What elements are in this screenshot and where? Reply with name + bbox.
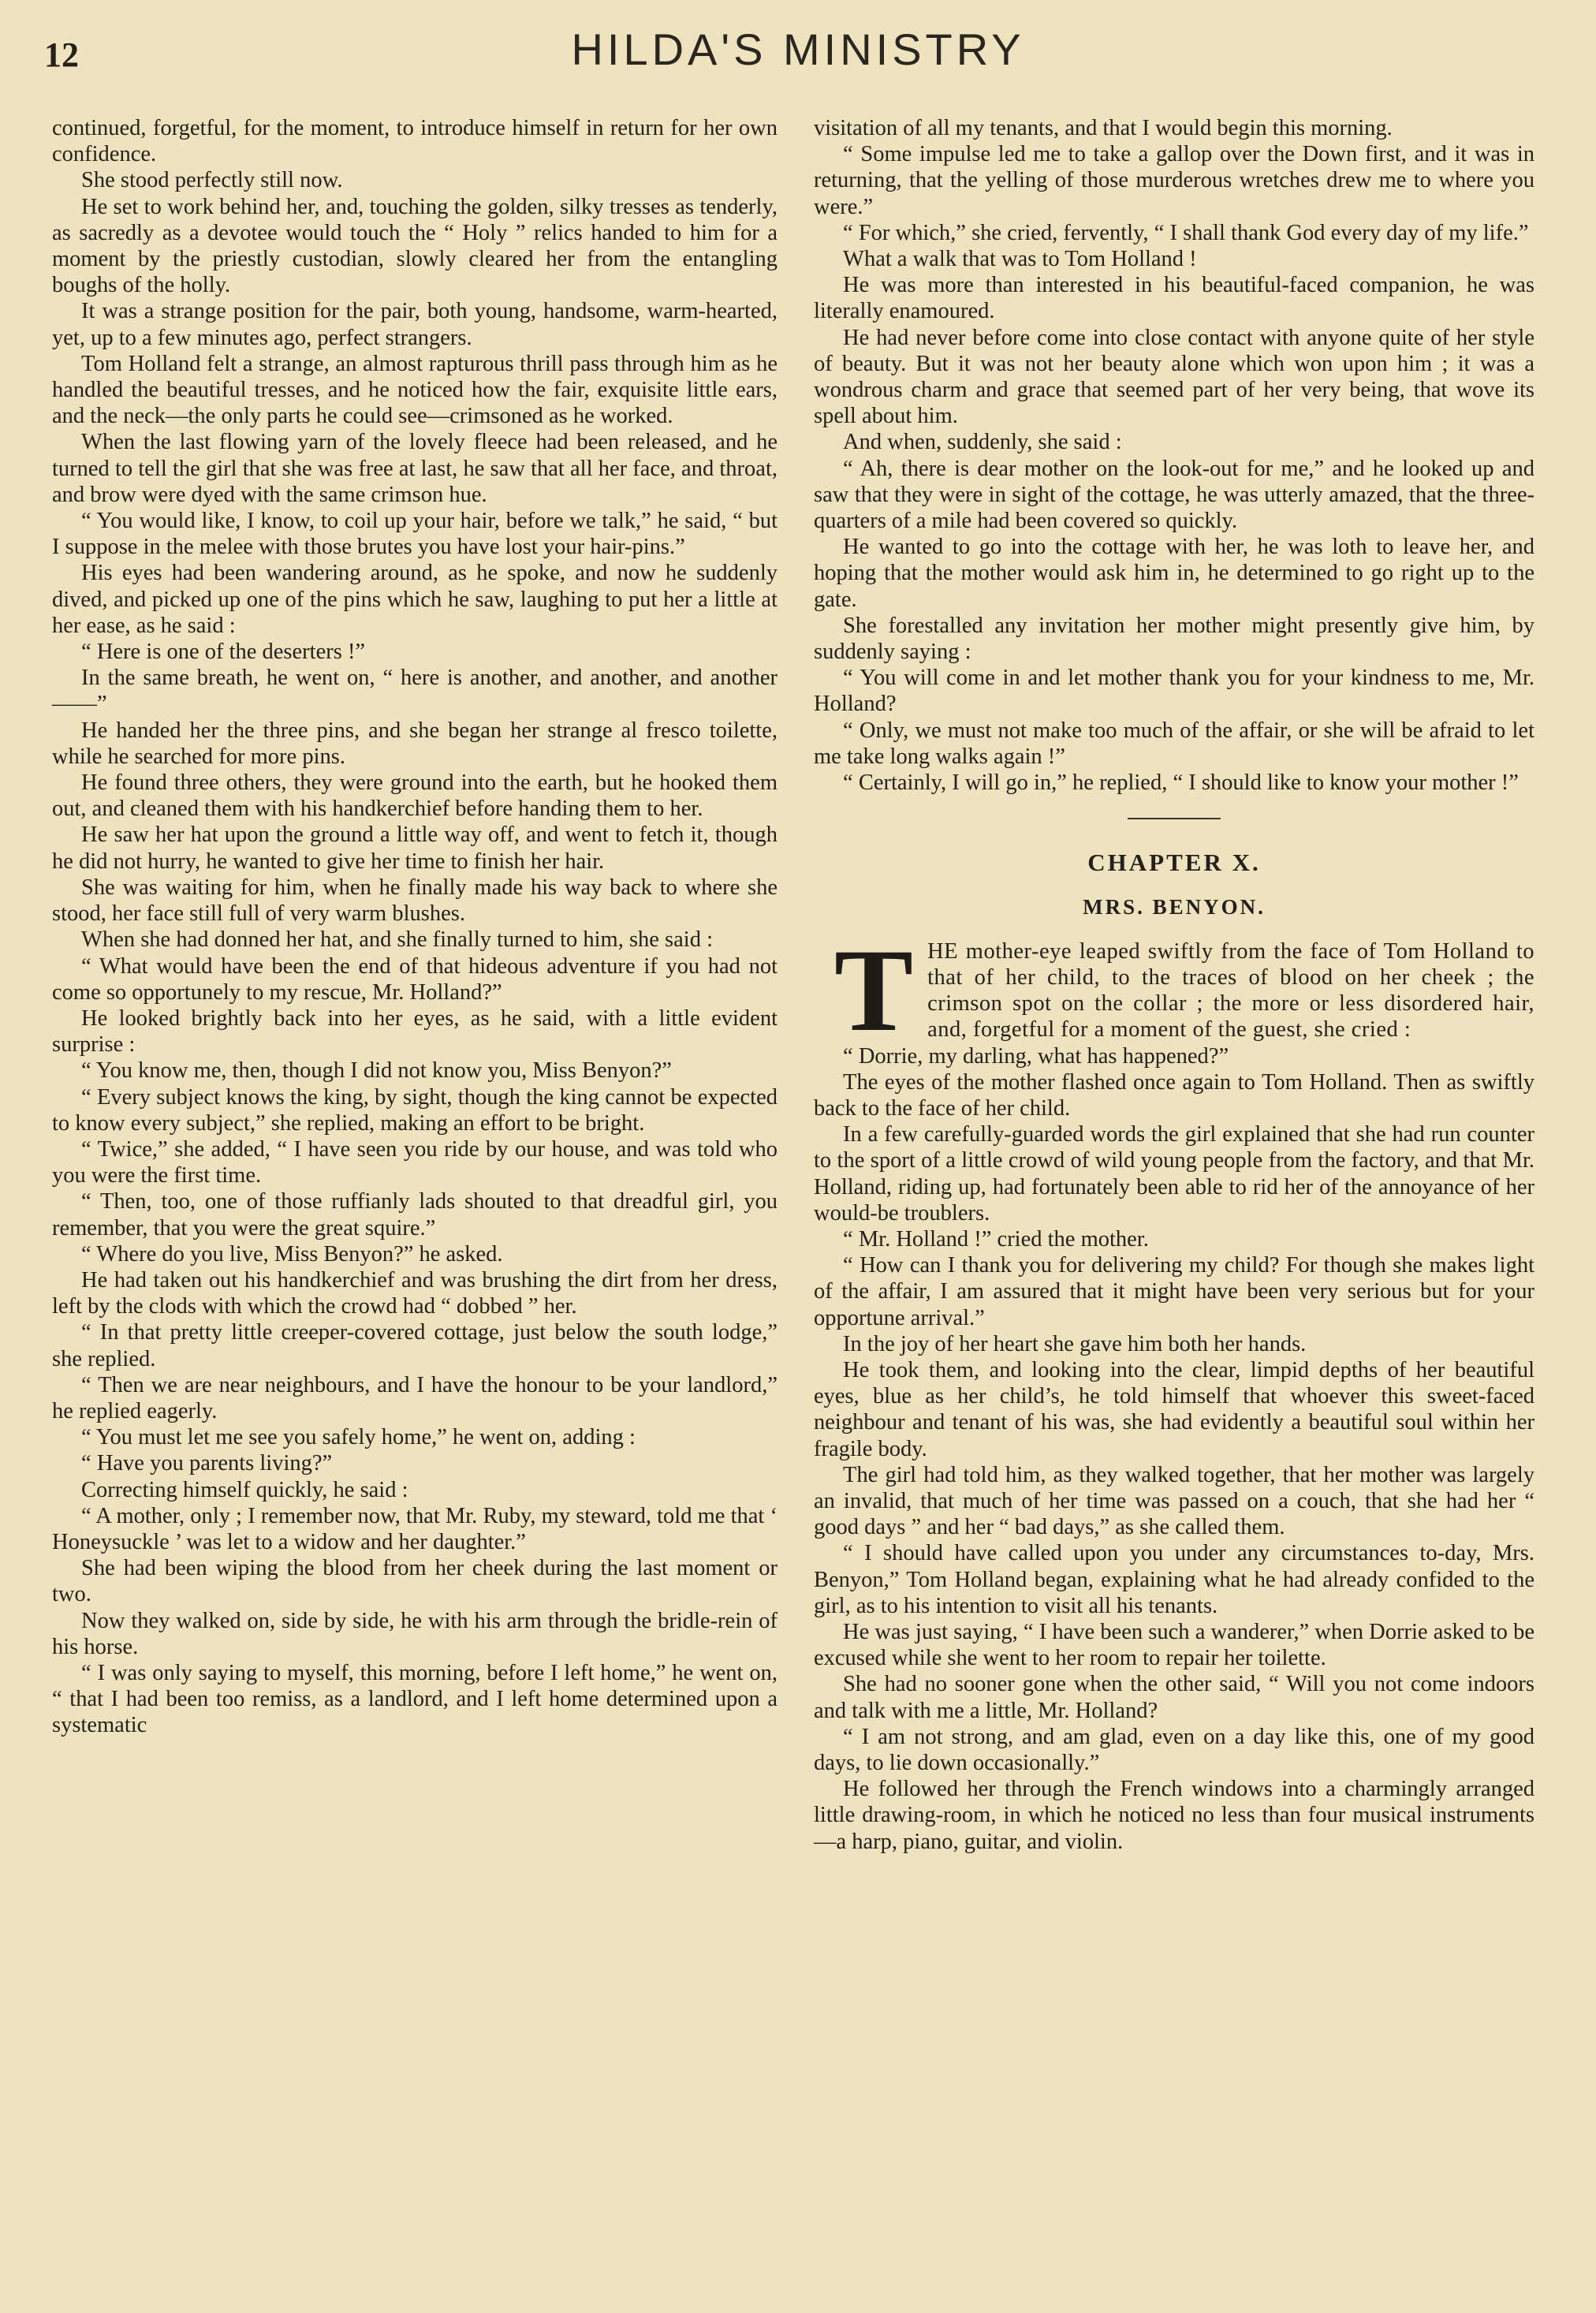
paragraph: In the same breath, he went on, “ here is another, and another, and another——” — [52, 666, 777, 717]
paragraph: He found three others, they were ground into the earth, but he hooked them out, and cleaned them with his handkerchief before handing them to her. — [52, 770, 777, 822]
paragraph: He saw her hat upon the ground a little way off, and went to fetch it, though he did not hurry, he wanted to give her time to finish her hair. — [52, 823, 777, 874]
paragraph: Correcting himself quickly, he said : — [81, 1477, 408, 1502]
paragraph: “ How can I thank you for delivering my child? For though she makes light of the affair, I am assured that it might have been very serious but for your opportune arrival.” — [814, 1253, 1534, 1330]
paragraph: “ You know me, then, though I did not know you, Miss Benyon?” — [81, 1058, 672, 1084]
paragraph: His eyes had been wandering around, as he spoke, and now he suddenly dived, and picked up one of the pins which he saw, laughing to put her a little at her ease, as he said : — [52, 561, 777, 638]
paragraph: “ Mr. Holland !” cried the mother. — [843, 1226, 1149, 1252]
chapter-title: MRS. BENYON. — [1083, 895, 1266, 920]
paragraph: What a walk that was to Tom Holland ! — [843, 247, 1197, 272]
paragraph: “ Then we are near neighbours, and I have the honour to be your landlord,” he replied eagerly. — [52, 1372, 777, 1423]
paragraph: Now they walked on, side by side, he with his arm through the bridle-rein of his horse. — [52, 1608, 777, 1659]
paragraph: He took them, and looking into the clear, limpid depths of her beautiful eyes, blue as her child’s, he told himself that whoever this sweet-faced neighbour and tenant of his was, she had evidently a beautiful soul within her fragile body. — [814, 1357, 1534, 1461]
paragraph: She had no sooner gone when the other said, “ Will you not come indoors and talk with me a little, Mr. Holland? — [814, 1672, 1534, 1723]
paragraph: “ A mother, only ; I remember now, that Mr. Ruby, my steward, told me that ‘ Honeysuckle ’ was let to a widow and her daughter.” — [52, 1503, 777, 1554]
paragraph: He was just saying, “ I have been such a wanderer,” when Dorrie asked to be excused while she went to her room to repair her toilette. — [814, 1619, 1534, 1671]
paragraph: He looked brightly back into her eyes, as he said, with a little evident surprise : — [52, 1005, 777, 1058]
paragraph: “ In that pretty little creeper-covered cottage, just below the south lodge,” she replied. — [52, 1320, 777, 1371]
paragraph: He set to work behind her, and, touching the golden, silky tresses as tenderly, as sacredly as a devotee would touch the “ Holy ” relics handed to him for a moment by the priestly custodian, slowly cleared her from the entangling boughs of the holly. — [52, 194, 777, 298]
paragraph: “ Only, we must not make too much of the affair, or she will be afraid to let me take long walks again !” — [814, 718, 1534, 769]
paragraph: “ Certainly, I will go in,” he replied, “ I should like to know your mother !” — [843, 770, 1519, 796]
page-number: 12 — [44, 35, 79, 74]
opening-text: HE mother-eye leaped swiftly from the face of Tom Holland to that of her child, to the traces of blood on her cheek ; the crimson spot on the collar ; the more or less disordered hair, and, forgetful for a moment of the guest, she cried : — [927, 938, 1534, 1043]
paragraph: And when, suddenly, she said : — [843, 430, 1122, 455]
paragraph: It was a strange position for the pair, both young, handsome, warm-hearted, yet, up to a few minutes ago, perfect strangers. — [52, 299, 777, 350]
paragraph: She stood perfectly still now. — [81, 168, 343, 193]
paragraph: The girl had told him, as they walked together, that her mother was largely an invalid, that much of her time was passed on a couch, that she had her “ good days ” and her “ bad days,” as she called them. — [814, 1462, 1534, 1540]
paragraph: When she had donned her hat, and she finally turned to him, she said : — [81, 927, 714, 953]
paragraph: “ Some impulse led me to take a gallop over the Down first, and it was in returning, that the yelling of those murderous wretches drew me to where you were.” — [814, 142, 1534, 219]
paragraph: “ Here is one of the deserters !” — [81, 640, 366, 665]
paragraph: “ You must let me see you safely home,” he went on, adding : — [81, 1425, 636, 1450]
paragraph: “ Twice,” she added, “ I have seen you ride by our house, and was told who you were the first time. — [52, 1136, 777, 1188]
paragraph: In the joy of her heart she gave him both her hands. — [843, 1331, 1307, 1356]
paragraph: “ What would have been the end of that hideous adventure if you had not come so opportunely to my rescue, Mr. Holland?” — [52, 953, 777, 1005]
paragraph: He wanted to go into the cottage with her, he was loth to leave her, and hoping that the mother would ask him in, he determined to go right up to the gate. — [814, 535, 1534, 612]
paragraph: Tom Holland felt a strange, an almost rapturous thrill pass through him as he handled the beautiful tresses, and he noticed how the fair, exquisite little ears, and the neck—the only parts he could see—crimsoned as he worked. — [52, 351, 777, 429]
paragraph: She forestalled any invitation her mother might presently give him, by suddenly saying : — [814, 613, 1534, 665]
paragraph: When the last flowing yarn of the lovely fleece had been released, and he turned to tell the girl that she was free at last, he saw that all her face, and throat, and brow were dyed with the same crimson hue. — [52, 430, 777, 507]
paragraph: “ I am not strong, and am glad, even on a day like this, one of my good days, to lie down occasionally.” — [814, 1724, 1534, 1775]
paragraph: “ Have you parents living?” — [81, 1451, 333, 1476]
paragraph: He handed her the three pins, and she began her strange al fresco toilette, while he searched for more pins. — [52, 718, 777, 769]
paragraph: “ You would like, I know, to coil up your hair, before we talk,” he said, “ but I suppose in the melee with those brutes you have lost your hair-pins.” — [52, 509, 777, 560]
paragraph: He was more than interested in his beautiful-faced companion, he was literally enamoured. — [814, 273, 1534, 324]
paragraph: “ Then, too, one of those ruffianly lads shouted to that dreadful girl, you remember, that you were the great squire.” — [52, 1189, 777, 1240]
paragraph: “ For which,” she cried, fervently, “ I shall thank God every day of my life.” — [843, 220, 1529, 245]
paragraph: “ Dorrie, my darling, what has happened?” — [843, 1043, 1229, 1069]
drop-cap: T — [834, 924, 914, 1056]
paragraph: She had been wiping the blood from her cheek during the last moment or two. — [52, 1556, 777, 1607]
paragraph: visitation of all my tenants, and that I would begin this morning. — [814, 116, 1393, 140]
paragraph: continued, forgetful, for the moment, to introduce himself in return for her own confidence. — [52, 116, 777, 167]
paragraph: In a few carefully-guarded words the girl explained that she had run counter to the sport of a little crowd of wild young people from the factory, and that Mr. Holland, riding up, had fortunately been able to rid her of the annoyance of her would-be troublers. — [814, 1122, 1534, 1226]
running-title: HILDA'S MINISTRY — [571, 24, 1025, 74]
paragraph: She was waiting for him, when he finally made his way back to where she stood, her face still full of very warm blushes. — [52, 875, 777, 927]
right-column — [814, 115, 1534, 1855]
paragraph: “ Ah, there is dear mother on the look-out for me,” and he looked up and saw that they were in sight of the cottage, he was utterly amazed, that the three-quarters of a mile had been covered so quickly. — [814, 456, 1534, 534]
paragraph: The eyes of the mother flashed once again to Tom Holland. Then as swiftly back to the face of her child. — [814, 1069, 1534, 1121]
paragraph: “ Where do you live, Miss Benyon?” he asked. — [81, 1241, 503, 1267]
paragraph: “ I was only saying to myself, this morning, before I left home,” he went on, “ that I had been too remiss, as a landlord, and I left home determined upon a systematic — [52, 1660, 777, 1738]
paragraph: He had taken out his handkerchief and was brushing the dirt from her dress, left by the clods with which the crowd had “ dobbed ” her. — [52, 1267, 777, 1319]
section-divider — [1128, 818, 1221, 819]
paragraph: “ I should have called upon you under any circumstances to-day, Mrs. Benyon,” Tom Holland began, explaining what he had already confided to the girl, as to his intention to visit all his tenants. — [814, 1541, 1534, 1618]
paragraph: He had never before come into close contact with anyone quite of her style of beauty. But it was not her beauty alone which won upon him ; it was a wondrous charm and grace that seemed part of her very being, that wove its spell about him. — [814, 325, 1534, 429]
left-column — [52, 115, 777, 1739]
chapter-number: CHAPTER X. — [1087, 849, 1261, 877]
paragraph: “ You will come in and let mother thank you for your kindness to me, Mr. Holland? — [814, 666, 1534, 717]
paragraph: He followed her through the French windows into a charmingly arranged little drawing-room, in which he noticed no less than four musical instruments—a harp, piano, guitar, and violin. — [814, 1777, 1534, 1854]
paragraph: “ Every subject knows the king, by sight, though the king cannot be expected to know every subject,” she replied, making an effort to be bright. — [52, 1084, 777, 1136]
